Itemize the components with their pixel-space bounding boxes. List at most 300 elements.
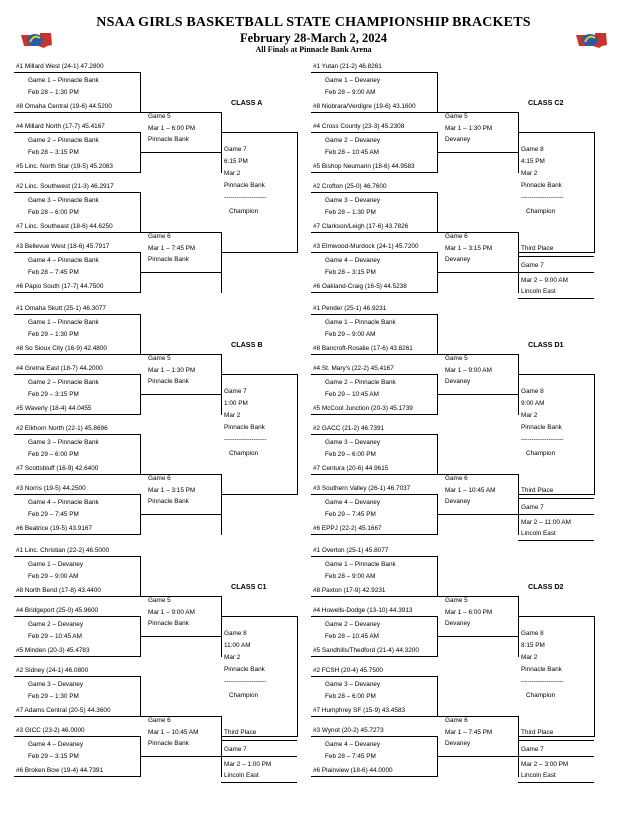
- team-name: #3 GICC (23-2) 46.0000: [16, 727, 85, 734]
- semifinal-date: Mar 1 – 6:00 PM: [445, 609, 493, 616]
- team-name: #4 Howells-Dodge (13-10) 44.3913: [313, 607, 413, 614]
- bracket-line: [437, 394, 518, 395]
- third-place-game: Game 7: [224, 746, 247, 753]
- first-round-game: Game 4 – Devaney: [28, 741, 84, 748]
- bracket-line: [311, 292, 437, 293]
- bracket-line: [14, 172, 140, 173]
- bracket-line: [518, 232, 519, 293]
- semifinal-game: Game 5: [445, 355, 468, 362]
- final-info: Pinnacle Bank: [224, 182, 265, 189]
- bracket-line: [221, 474, 222, 535]
- champion-label: Champion: [229, 450, 259, 457]
- semifinal-venue: Devaney: [445, 256, 471, 263]
- bracket-line: [14, 434, 140, 435]
- semifinal-game: Game 6: [148, 717, 171, 724]
- bracket-line: [518, 782, 594, 783]
- final-info: Pinnacle Bank: [521, 182, 562, 189]
- team-name: #2 Elkhorn North (22-1) 45.8696: [16, 425, 108, 432]
- final-info: --------------------: [521, 678, 564, 685]
- first-round-date: Feb 29 – 9:00 AM: [28, 573, 79, 580]
- third-place-date: Mar 2 – 3:00 PM: [521, 761, 569, 768]
- third-place-venue: Lincoln East: [521, 772, 556, 779]
- first-round-date: Feb 29 – 9:00 AM: [325, 331, 376, 338]
- bracket-line: [518, 132, 594, 133]
- team-name: #1 Overton (25-1) 45.8077: [313, 547, 389, 554]
- bracket-line: [221, 782, 297, 783]
- team-name: #8 Paxton (17-9) 42.9231: [313, 587, 386, 594]
- bracket-line: [14, 716, 140, 717]
- first-round-game: Game 3 – Pinnacle Bank: [28, 197, 99, 204]
- team-name: #6 Papio South (17-7) 44.7500: [16, 283, 104, 290]
- bracket-line: [221, 494, 297, 495]
- bracket-line: [311, 172, 437, 173]
- bracket-line: [437, 556, 438, 597]
- final-info: 11:00 AM: [224, 642, 251, 649]
- bracket-line: [311, 414, 437, 415]
- bracket-line: [518, 272, 594, 273]
- semifinal-game: Game 5: [148, 113, 171, 120]
- bracket-line: [221, 756, 297, 757]
- bracket-line: [311, 494, 437, 495]
- final-info: Mar 2: [521, 170, 538, 177]
- third-place-game: Game 7: [521, 504, 544, 511]
- semifinal-venue: Pinnacle Bank: [148, 256, 189, 263]
- bracket-line: [437, 272, 518, 273]
- team-name: #3 Bellevue West (18-6) 45.7917: [16, 243, 110, 250]
- bracket-line: [140, 152, 221, 153]
- class-name: CLASS C2: [528, 98, 564, 107]
- first-round-date: Feb 28 – 6:00 PM: [28, 209, 79, 216]
- champion-label: Champion: [526, 692, 556, 699]
- final-info: --------------------: [224, 678, 267, 685]
- semifinal-date: Mar 1 – 7:45 PM: [445, 729, 493, 736]
- semifinal-date: Mar 1 – 1:30 PM: [148, 367, 196, 374]
- final-info: --------------------: [224, 436, 267, 443]
- bracket-line: [437, 314, 438, 355]
- semifinal-date: Mar 1 – 9:00 AM: [445, 367, 492, 374]
- bracket-line: [14, 474, 140, 475]
- final-info: Mar 2: [224, 654, 241, 661]
- semifinal-game: Game 6: [148, 475, 171, 482]
- third-place-date: Mar 2 – 1:00 PM: [224, 761, 272, 768]
- bracket-line: [221, 616, 297, 617]
- semifinal-game: Game 6: [148, 233, 171, 240]
- bracket-line: [437, 636, 518, 637]
- semifinal-date: Mar 1 – 1:30 PM: [445, 125, 493, 132]
- first-round-date: Feb 29 – 3:15 PM: [28, 753, 79, 760]
- final-info: Game 8: [224, 630, 247, 637]
- bracket-line: [311, 132, 437, 133]
- bracket-line: [221, 354, 222, 415]
- first-round-date: Feb 28 – 1:30 PM: [325, 209, 376, 216]
- final-info: Game 8: [521, 388, 544, 395]
- bracket-line: [14, 132, 140, 133]
- team-name: #5 Waverly (18-4) 44.0455: [16, 405, 92, 412]
- bracket-line: [518, 616, 594, 617]
- bracket-class-6: [311, 547, 611, 786]
- bracket-line: [14, 556, 140, 557]
- first-round-game: Game 2 – Pinnacle Bank: [28, 137, 99, 144]
- team-name: #2 Sidney (24-1) 46.0800: [16, 667, 89, 674]
- bracket-line: [14, 112, 140, 113]
- team-name: #7 Scottsbluff (16-9) 42.6400: [16, 465, 99, 472]
- third-place-game: Game 7: [521, 746, 544, 753]
- bracket-line: [311, 656, 437, 657]
- semifinal-date: Mar 1 – 7:45 PM: [148, 245, 196, 252]
- bracket-line: [140, 756, 221, 757]
- final-info: Mar 2: [521, 654, 538, 661]
- first-round-date: Feb 29 – 7:45 PM: [28, 511, 79, 518]
- third-place-venue: Lincoln East: [521, 288, 556, 295]
- first-round-game: Game 1 – Pinnacle Bank: [325, 319, 396, 326]
- bracket-line: [311, 616, 437, 617]
- final-info: --------------------: [224, 194, 267, 201]
- semifinal-game: Game 5: [148, 355, 171, 362]
- bracket-line: [140, 514, 221, 515]
- third-place-label: Third Place: [521, 245, 554, 252]
- bracket-line: [14, 656, 140, 657]
- bracket-line: [311, 192, 437, 193]
- third-place-label: Third Place: [521, 729, 554, 736]
- team-name: #1 Omaha Skutt (25-1) 46.3077: [16, 305, 106, 312]
- first-round-game: Game 2 – Devaney: [325, 621, 381, 628]
- bracket-line: [518, 716, 519, 777]
- bracket-line: [437, 756, 518, 757]
- semifinal-venue: Pinnacle Bank: [148, 136, 189, 143]
- nsaa-logo-right-icon: [573, 30, 609, 50]
- bracket-line: [437, 434, 438, 475]
- first-round-date: Feb 29 – 1:30 PM: [28, 331, 79, 338]
- third-place-label: Third Place: [224, 729, 257, 736]
- bracket-line: [221, 716, 222, 777]
- class-name: CLASS D2: [528, 582, 564, 591]
- final-info: --------------------: [521, 436, 564, 443]
- bracket-line: [14, 616, 140, 617]
- team-name: #3 Elmwood-Murdock (24-1) 45.7200: [313, 243, 419, 250]
- bracket-line: [140, 314, 141, 355]
- first-round-game: Game 1 – Pinnacle Bank: [28, 319, 99, 326]
- bracket-line: [518, 756, 594, 757]
- bracket-line: [311, 354, 437, 355]
- first-round-game: Game 2 – Devaney: [28, 621, 84, 628]
- team-name: #6 Beatrice (19-5) 43.9167: [16, 525, 93, 532]
- third-place-game: Game 7: [521, 262, 544, 269]
- class-name: CLASS D1: [528, 340, 564, 349]
- bracket-line: [297, 616, 298, 737]
- semifinal-venue: Pinnacle Bank: [148, 620, 189, 627]
- first-round-game: Game 3 – Devaney: [28, 681, 84, 688]
- team-name: #7 Linc. Southeast (18-6) 44.6250: [16, 223, 113, 230]
- team-name: #4 Millard North (17-7) 45.4167: [16, 123, 105, 130]
- bracket-line: [437, 152, 518, 153]
- bracket-line: [221, 112, 222, 173]
- third-place-venue: Lincoln East: [224, 772, 259, 779]
- bracket-line: [221, 596, 222, 657]
- final-info: 1:00 PM: [224, 400, 248, 407]
- bracket-line: [140, 272, 221, 273]
- team-name: #3 Norris (19-5) 44.2500: [16, 485, 86, 492]
- bracket-line: [518, 540, 594, 541]
- champion-label: Champion: [526, 208, 556, 215]
- first-round-date: Feb 28 – 3:15 PM: [28, 149, 79, 156]
- team-name: #1 Yutan (21-2) 46.8261: [313, 63, 382, 70]
- first-round-date: Feb 28 – 7:45 PM: [28, 269, 79, 276]
- final-info: 6:15 PM: [224, 158, 248, 165]
- bracket-line: [14, 534, 140, 535]
- team-name: #5 Bishop Neumann (18-6) 44.9583: [313, 163, 415, 170]
- first-round-game: Game 4 – Devaney: [325, 741, 381, 748]
- bracket-line: [140, 394, 221, 395]
- first-round-game: Game 3 – Pinnacle Bank: [28, 439, 99, 446]
- bracket-line: [518, 596, 519, 657]
- bracket-class-5: [14, 547, 314, 786]
- bracket-line: [311, 434, 437, 435]
- final-info: Game 7: [224, 388, 247, 395]
- semifinal-game: Game 5: [148, 597, 171, 604]
- bracket-line: [518, 298, 594, 299]
- bracket-class-3: [14, 305, 314, 544]
- first-round-game: Game 4 – Devaney: [325, 257, 381, 264]
- first-round-date: Feb 28 – 10:45 AM: [325, 633, 380, 640]
- bracket-line: [311, 232, 437, 233]
- bracket-line: [14, 314, 140, 315]
- bracket-line: [14, 192, 140, 193]
- final-info: Mar 2: [521, 412, 538, 419]
- first-round-date: Feb 28 – 6:00 PM: [325, 693, 376, 700]
- bracket-line: [14, 252, 140, 253]
- bracket-line: [311, 596, 437, 597]
- bracket-line: [221, 740, 297, 741]
- bracket-line: [311, 474, 437, 475]
- semifinal-venue: Devaney: [445, 378, 471, 385]
- semifinal-date: Mar 1 – 6:00 PM: [148, 125, 196, 132]
- team-name: #8 Bancroft-Rosalie (17-6) 43.8261: [313, 345, 413, 352]
- bracket-line: [221, 132, 297, 133]
- team-name: #1 Pender (25-1) 46.9231: [313, 305, 387, 312]
- team-name: #3 Southern Valley (26-1) 46.7037: [313, 485, 411, 492]
- first-round-game: Game 2 – Devaney: [325, 137, 381, 144]
- team-name: #1 Linc. Christian (22-2) 46.5000: [16, 547, 110, 554]
- first-round-game: Game 4 – Devaney: [325, 499, 381, 506]
- team-name: #5 Linc. North Star (19-5) 45.2083: [16, 163, 113, 170]
- final-info: Pinnacle Bank: [521, 424, 562, 431]
- first-round-date: Feb 28 – 9:00 AM: [325, 573, 376, 580]
- first-round-date: Feb 29 – 6:00 PM: [28, 451, 79, 458]
- semifinal-venue: Devaney: [445, 620, 471, 627]
- team-name: #8 Omaha Central (19-6) 44.5200: [16, 103, 112, 110]
- team-name: #6 Plainview (18-6) 44.0000: [313, 767, 393, 774]
- final-info: 4:15 PM: [521, 158, 545, 165]
- third-place-label: Third Place: [521, 487, 554, 494]
- team-name: #1 Millard West (24-1) 47.2800: [16, 63, 104, 70]
- semifinal-date: Mar 1 – 9:00 AM: [148, 609, 195, 616]
- final-info: 9:00 AM: [521, 400, 545, 407]
- team-name: #5 Minden (20-3) 45.4783: [16, 647, 90, 654]
- first-round-game: Game 2 – Pinnacle Bank: [28, 379, 99, 386]
- bracket-line: [140, 636, 221, 637]
- bracket-line: [518, 474, 519, 535]
- nsaa-logo-left-icon: [18, 30, 54, 50]
- semifinal-date: Mar 1 – 10:45 AM: [445, 487, 496, 494]
- final-info: Pinnacle Bank: [224, 424, 265, 431]
- semifinal-venue: Devaney: [445, 740, 471, 747]
- first-round-date: Feb 28 – 10:45 AM: [325, 149, 380, 156]
- third-place-venue: Lincoln East: [521, 530, 556, 537]
- bracket-line: [14, 354, 140, 355]
- bracket-line: [14, 494, 140, 495]
- first-round-game: Game 3 – Devaney: [325, 197, 381, 204]
- bracket-class-2: [311, 63, 611, 302]
- bracket-line: [14, 736, 140, 737]
- first-round-date: Feb 28 – 3:15 PM: [325, 269, 376, 276]
- bracket-line: [518, 740, 594, 741]
- champion-label: Champion: [526, 450, 556, 457]
- semifinal-game: Game 5: [445, 113, 468, 120]
- bracket-line: [14, 292, 140, 293]
- team-name: #7 Centura (20-6) 44.9615: [313, 465, 389, 472]
- bracket-line: [518, 498, 594, 499]
- team-name: #6 EPPJ (22-2) 45.1667: [313, 525, 382, 532]
- first-round-date: Feb 29 – 1:30 PM: [28, 693, 79, 700]
- first-round-date: Feb 29 – 7:45 PM: [325, 511, 376, 518]
- champion-label: Champion: [229, 208, 259, 215]
- semifinal-game: Game 6: [445, 233, 468, 240]
- bracket-line: [437, 192, 438, 233]
- bracket-line: [297, 132, 298, 253]
- team-name: #7 Humphrey SF (15-9) 43.4583: [313, 707, 406, 714]
- team-name: #8 Niobrara/Verdigre (19-6) 43.1600: [313, 103, 416, 110]
- team-name: #2 FCSH (20-4) 45.7500: [313, 667, 383, 674]
- semifinal-venue: Devaney: [445, 136, 471, 143]
- first-round-game: Game 1 – Pinnacle Bank: [28, 77, 99, 84]
- bracket-line: [221, 252, 297, 253]
- first-round-date: Feb 29 – 10:45 AM: [325, 391, 380, 398]
- bracket-line: [311, 374, 437, 375]
- bracket-class-4: [311, 305, 611, 544]
- team-name: #2 Crofton (25-0) 46.7600: [313, 183, 387, 190]
- semifinal-venue: Pinnacle Bank: [148, 740, 189, 747]
- page-title: NSAA GIRLS BASKETBALL STATE CHAMPIONSHIP BRACKETS: [96, 15, 531, 30]
- final-info: Pinnacle Bank: [521, 666, 562, 673]
- bracket-line: [14, 72, 140, 73]
- bracket-line: [437, 676, 438, 717]
- semifinal-date: Mar 1 – 10:45 AM: [148, 729, 199, 736]
- team-name: #6 Broken Bow (19-4) 44.7391: [16, 767, 104, 774]
- bracket-line: [14, 596, 140, 597]
- team-name: #4 St. Mary's (22-2) 45.4167: [313, 365, 394, 372]
- team-name: #8 North Bend (17-8) 43.4400: [16, 587, 101, 594]
- bracket-line: [14, 232, 140, 233]
- bracket-line: [140, 556, 141, 597]
- first-round-game: Game 4 – Pinnacle Bank: [28, 499, 99, 506]
- tournament-dates: February 28-March 2, 2024: [240, 31, 387, 45]
- bracket-line: [221, 374, 297, 375]
- first-round-game: Game 2 – Pinnacle Bank: [325, 379, 396, 386]
- first-round-game: Game 4 – Pinnacle Bank: [28, 257, 99, 264]
- bracket-class-1: [14, 63, 314, 302]
- bracket-line: [518, 112, 519, 173]
- semifinal-game: Game 6: [445, 475, 468, 482]
- semifinal-date: Mar 1 – 3:15 PM: [148, 487, 196, 494]
- semifinal-venue: Pinnacle Bank: [148, 498, 189, 505]
- bracket-line: [518, 354, 519, 415]
- bracket-line: [140, 676, 141, 717]
- final-info: Pinnacle Bank: [224, 666, 265, 673]
- semifinal-game: Game 6: [445, 717, 468, 724]
- team-name: #5 Sandhills/Thedford (21-4) 44.3200: [313, 647, 419, 654]
- team-name: #6 Oakland-Craig (16-5) 44.5238: [313, 283, 407, 290]
- bracket-line: [518, 514, 594, 515]
- bracket-line: [437, 514, 518, 515]
- team-name: #2 Linc. Southwest (21-3) 46.2917: [16, 183, 114, 190]
- class-name: CLASS C1: [231, 582, 267, 591]
- bracket-line: [14, 374, 140, 375]
- semifinal-game: Game 5: [445, 597, 468, 604]
- semifinal-venue: Pinnacle Bank: [148, 378, 189, 385]
- first-round-game: Game 1 – Devaney: [325, 77, 381, 84]
- final-info: Game 8: [521, 146, 544, 153]
- class-name: CLASS B: [231, 340, 263, 349]
- team-name: #5 McCool Junction (20-3) 45.1739: [313, 405, 413, 412]
- bracket-line: [518, 256, 594, 257]
- team-name: #8 So Sioux City (16-9) 42.4800: [16, 345, 107, 352]
- class-name: CLASS A: [231, 98, 263, 107]
- team-name: #4 Bridgeport (25-0) 45.9600: [16, 607, 99, 614]
- team-name: #4 Cross County (23-3) 45.2308: [313, 123, 405, 130]
- first-round-game: Game 3 – Devaney: [325, 681, 381, 688]
- first-round-game: Game 1 – Devaney: [28, 561, 84, 568]
- first-round-date: Feb 28 – 7:45 PM: [325, 753, 376, 760]
- bracket-line: [140, 434, 141, 475]
- final-info: Game 8: [521, 630, 544, 637]
- third-place-date: Mar 2 – 11:00 AM: [521, 519, 571, 526]
- first-round-game: Game 3 – Devaney: [325, 439, 381, 446]
- bracket-line: [14, 776, 140, 777]
- bracket-line: [140, 192, 141, 233]
- bracket-line: [311, 534, 437, 535]
- first-round-date: Feb 29 – 10:45 AM: [28, 633, 83, 640]
- final-info: Mar 2: [224, 170, 241, 177]
- bracket-line: [140, 72, 141, 113]
- final-info: Mar 2: [224, 412, 241, 419]
- bracket-line: [297, 374, 298, 495]
- bracket-line: [594, 374, 595, 495]
- semifinal-date: Mar 1 – 3:15 PM: [445, 245, 493, 252]
- team-name: #2 GACC (21-2) 46.7391: [313, 425, 385, 432]
- bracket-line: [311, 736, 437, 737]
- team-name: #3 Wynot (20-2) 45.7273: [313, 727, 384, 734]
- team-name: #7 Adams Central (20-5) 44.3600: [16, 707, 111, 714]
- venue-subtitle: All Finals at Pinnacle Bank Arena: [255, 45, 372, 54]
- first-round-game: Game 1 – Pinnacle Bank: [325, 561, 396, 568]
- bracket-line: [311, 112, 437, 113]
- first-round-date: Feb 29 – 6:00 PM: [325, 451, 376, 458]
- team-name: #4 Gretna East (18-7) 44.2000: [16, 365, 103, 372]
- bracket-line: [311, 716, 437, 717]
- bracket-line: [221, 232, 222, 293]
- bracket-line: [311, 72, 437, 73]
- champion-label: Champion: [229, 692, 259, 699]
- final-info: --------------------: [521, 194, 564, 201]
- bracket-line: [311, 314, 437, 315]
- bracket-line: [518, 374, 594, 375]
- bracket-line: [594, 616, 595, 737]
- bracket-line: [437, 72, 438, 113]
- first-round-date: Feb 28 – 9:00 AM: [325, 89, 376, 96]
- semifinal-venue: Devaney: [445, 498, 471, 505]
- first-round-date: Feb 29 – 3:15 PM: [28, 391, 79, 398]
- bracket-line: [14, 676, 140, 677]
